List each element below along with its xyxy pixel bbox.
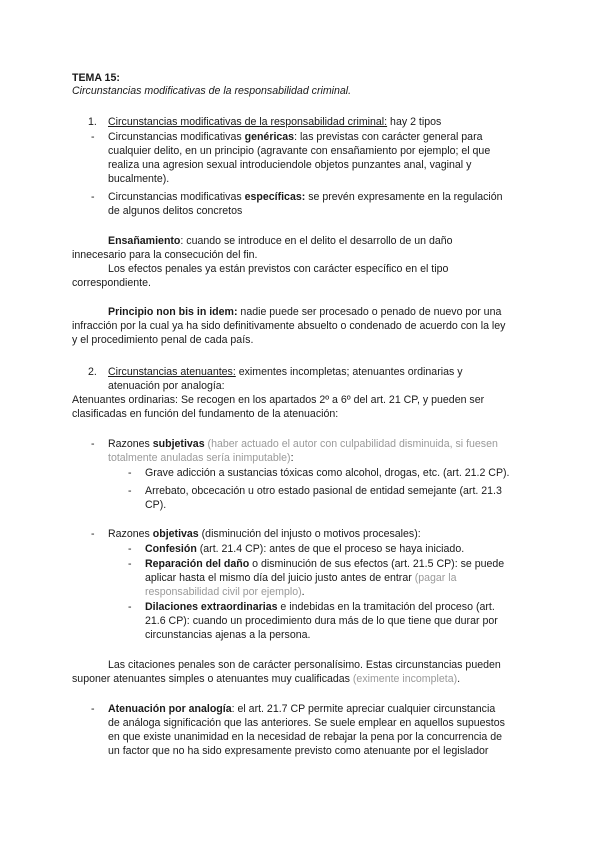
reparacion-line1: Reparación del daño o disminución de sus efectos (art. 21.5 CP): se puede — [145, 558, 505, 570]
bullet-dash: - — [91, 131, 95, 143]
bullet-dash: - — [91, 703, 95, 715]
reparacion-line3: responsabilidad civil por ejemplo). — [145, 586, 305, 598]
bullet-dash: - — [91, 528, 95, 540]
ensanamiento-line1: Ensañamiento: cuando se introduce en el delito el desarrollo de un daño — [108, 235, 453, 247]
genericas-line4: bucalmente). — [108, 173, 170, 185]
objetivas-line1: Razones objetivas (disminución del injusto o motivos procesales): — [108, 528, 421, 540]
especificas-line1: Circunstancias modificativas específicas: se prevén expresamente en la regulación — [108, 191, 503, 203]
ensanamiento-line2: innecesario para la consecución del fin. — [72, 249, 258, 261]
subjetivas-line1: Razones subjetivas (haber actuado el autor con culpabilidad disminuida, si fuesen — [108, 438, 498, 450]
bullet-dash: - — [128, 601, 132, 613]
confesion-line: Confesión (art. 21.4 CP): antes de que el proceso se haya iniciado. — [145, 543, 465, 555]
bullet-dash: - — [128, 543, 132, 555]
dilaciones-line2: 21.6 CP): cuando un procedimiento dura más de lo que tiene que durar por — [145, 615, 498, 627]
section2-number: 2. — [88, 366, 97, 378]
section1-number: 1. — [88, 116, 97, 128]
non-bis-line2: infracción por la cual ya ha sido definitivamente absuelto o condenado de acuerdo con la ley — [72, 320, 506, 332]
subjetivas-line2: totalmente anuladas sería inimputable): — [108, 452, 294, 464]
ensanamiento-line4: correspondiente. — [72, 277, 151, 289]
subjetivas-item1: Grave adicción a sustancias tóxicas como alcohol, drogas, etc. (art. 21.2 CP). — [145, 467, 510, 479]
dilaciones-line1: Dilaciones extraordinarias e indebidas en la tramitación del proceso (art. — [145, 601, 495, 613]
genericas-line2: cualquier delito, en un principio (agravante con ensañamiento por ejemplo; el que — [108, 145, 491, 157]
bullet-dash: - — [91, 438, 95, 450]
reparacion-line2: aplicar hasta el mismo día del juicio justo antes de entrar (pagar la — [145, 572, 457, 584]
bullet-dash: - — [128, 485, 132, 497]
analogia-line2: de análoga significación que las anteriores. Se suele emplear en aquellos supuestos — [108, 717, 505, 729]
analogia-line1: Atenuación por analogía: el art. 21.7 CP permite apreciar cualquier circunstancia — [108, 703, 496, 715]
section2-heading: Circunstancias atenuantes: eximentes incompletas; atenuantes ordinarias y — [108, 366, 463, 378]
bullet-dash: - — [91, 191, 95, 203]
ensanamiento-line3: Los efectos penales ya están previstos con carácter específico en el tipo — [108, 263, 449, 275]
dilaciones-line3: circunstancias ajenas a la persona. — [145, 629, 311, 641]
subjetivas-item2-line2: CP). — [145, 499, 167, 511]
section2-line2: atenuación por analogía: — [108, 380, 225, 392]
subjetivas-item2-line1: Arrebato, obcecación u otro estado pasional de entidad semejante (art. 21.3 — [145, 485, 502, 497]
ordinarias-line2: clasificadas en función del fundamento de la atenuación: — [72, 408, 339, 420]
citaciones-line2: suponer atenuantes simples o atenuantes muy cualificadas (eximente incompleta). — [72, 673, 461, 685]
non-bis-line1: Principio non bis in idem: nadie puede ser procesado o penado de nuevo por una — [108, 306, 502, 318]
analogia-line3: en que existe unanimidad en la necesidad de rebajar la pena por la concurrencia de — [108, 731, 503, 743]
bullet-dash: - — [128, 558, 132, 570]
ordinarias-line1: Atenuantes ordinarias: Se recogen en los apartados 2º a 6º del art. 21 CP, y pueden ser — [72, 394, 485, 406]
non-bis-line3: y el procedimiento penal de cada país. — [72, 334, 254, 346]
analogia-line4: un factor que no ha sido expresamente previsto como atenuante por el legislador — [108, 745, 489, 757]
doc-subtitle: Circunstancias modificativas de la responsabilidad criminal. — [72, 85, 352, 97]
genericas-line1: Circunstancias modificativas genéricas: las previstas con carácter general para — [108, 131, 483, 143]
especificas-line2: de algunos delitos concretos — [108, 205, 243, 217]
genericas-line3: realiza una agresion sexual introduciendole objetos punzantes anal, vaginal y — [108, 159, 472, 171]
bullet-dash: - — [128, 467, 132, 479]
citaciones-line1: Las citaciones penales son de carácter personalísimo. Estas circunstancias pueden — [108, 659, 501, 671]
doc-title: TEMA 15: — [72, 72, 120, 84]
section1-heading: Circunstancias modificativas de la responsabilidad criminal: hay 2 tipos — [108, 116, 442, 128]
